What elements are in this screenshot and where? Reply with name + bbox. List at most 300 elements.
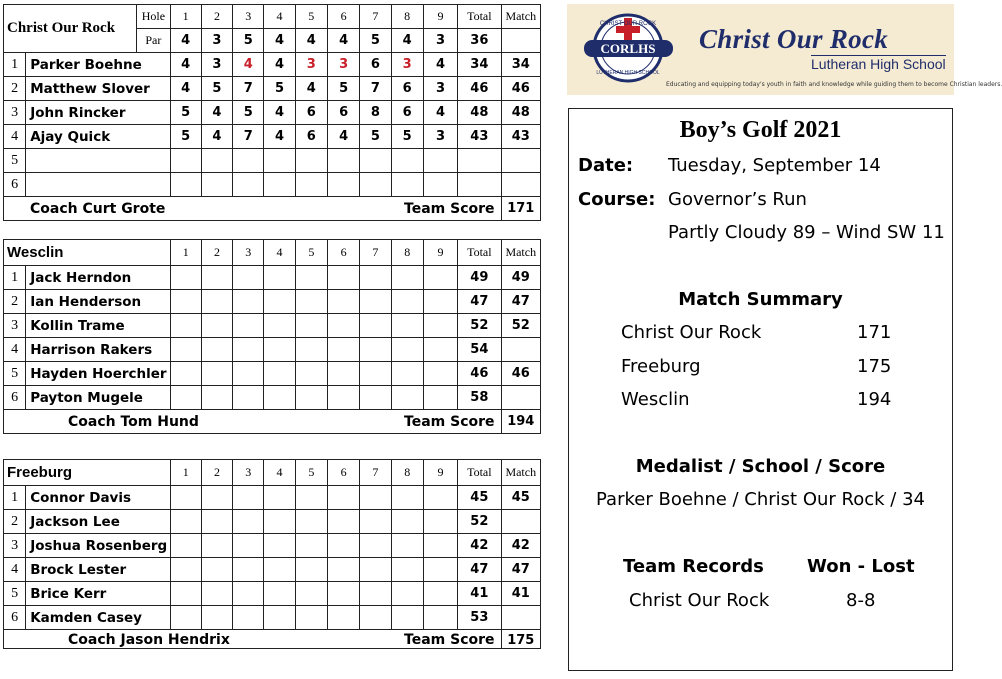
hole-score: [391, 149, 423, 173]
hole-score: 3: [201, 53, 232, 77]
hole-number: 7: [360, 5, 391, 29]
player-total: 46: [458, 77, 501, 101]
player-match: [501, 173, 540, 197]
player-row: [4, 606, 541, 630]
team-score: 194: [501, 410, 540, 434]
hole-score: [201, 362, 232, 386]
player-name: Kamden Casey: [26, 606, 170, 630]
player-match: 34: [501, 53, 540, 77]
course-value: Governor’s Run: [668, 189, 807, 210]
hole-score: [264, 510, 295, 534]
player-total: 41: [458, 582, 501, 606]
hole-score: [233, 338, 264, 362]
hole-number: 5: [295, 5, 327, 29]
coach-name: Coach Jason Hendrix: [68, 632, 230, 648]
team-score-label: Team Score: [404, 413, 495, 430]
par-value: 5: [360, 29, 391, 53]
player-number: 3: [4, 314, 26, 338]
hole-score: [391, 173, 423, 197]
hole-score: 6: [295, 125, 327, 149]
player-name: [26, 173, 170, 197]
player-match: [501, 149, 540, 173]
hole-score: [391, 582, 423, 606]
hole-score: [170, 606, 201, 630]
hole-score: [170, 486, 201, 510]
player-match: 46: [501, 77, 540, 101]
player-number: 3: [4, 101, 26, 125]
hole-score: [201, 386, 232, 410]
hole-score: [327, 582, 359, 606]
player-number: 6: [4, 606, 26, 630]
hole-score: [201, 558, 232, 582]
hole-score: [391, 386, 423, 410]
player-number: 1: [4, 266, 26, 290]
player-number: 4: [4, 338, 26, 362]
hole-score: [295, 362, 327, 386]
player-total: 47: [458, 558, 501, 582]
player-number: 1: [4, 486, 26, 510]
svg-text:CHRIST OUR ROCK: CHRIST OUR ROCK: [599, 21, 657, 27]
hole-score: [264, 266, 295, 290]
player-total: 58: [458, 386, 501, 410]
player-number: 6: [4, 386, 26, 410]
hole-score: [233, 486, 264, 510]
player-name: [26, 149, 170, 173]
match-summary-heading: Match Summary: [678, 289, 843, 310]
hole-score: [327, 173, 359, 197]
hole-label: Hole: [137, 5, 170, 29]
record-team: Christ Our Rock: [629, 590, 770, 611]
player-match: 49: [501, 266, 540, 290]
hole-score: 4: [423, 101, 457, 125]
coach-row: [4, 630, 502, 649]
hole-score: 6: [360, 53, 391, 77]
hole-score: 5: [201, 77, 232, 101]
hole-score: [201, 486, 232, 510]
coach-row: [4, 197, 502, 221]
player-match: 47: [501, 558, 540, 582]
player-name: Brice Kerr: [26, 582, 170, 606]
date-value: Tuesday, September 14: [668, 155, 881, 176]
par-value: 3: [201, 29, 232, 53]
hole-score: [423, 486, 457, 510]
total-header: Total: [458, 5, 501, 29]
player-row: [4, 558, 541, 582]
player-name: Hayden Hoerchler: [26, 362, 170, 386]
player-number: 2: [4, 290, 26, 314]
player-total: 54: [458, 338, 501, 362]
hole-score: 5: [327, 77, 359, 101]
hole-score: [233, 266, 264, 290]
hole-score: [327, 338, 359, 362]
coach-name: Coach Tom Hund: [68, 413, 199, 430]
player-number: 4: [4, 125, 26, 149]
player-number: 6: [4, 173, 26, 197]
hole-score: 3: [327, 53, 359, 77]
player-name: Parker Boehne: [26, 53, 170, 77]
hole-score: 4: [170, 53, 201, 77]
player-total: 34: [458, 53, 501, 77]
hole-score: [391, 314, 423, 338]
hole-score: [360, 362, 391, 386]
hole-score: 3: [423, 77, 457, 101]
hole-number: 3: [233, 460, 264, 486]
team-score-label: Team Score: [404, 200, 495, 217]
player-row: [4, 582, 541, 606]
player-match: 48: [501, 101, 540, 125]
player-row: [4, 125, 541, 149]
hole-number: 3: [233, 5, 264, 29]
hole-score: [423, 510, 457, 534]
hole-number: 4: [264, 240, 295, 266]
hole-score: [327, 386, 359, 410]
hole-score: [360, 510, 391, 534]
hole-number: 2: [201, 5, 232, 29]
player-total: [458, 149, 501, 173]
player-match: 42: [501, 534, 540, 558]
player-match: [501, 386, 540, 410]
hole-score: [327, 314, 359, 338]
hole-number: 4: [264, 5, 295, 29]
hole-score: [264, 338, 295, 362]
team-name: Freeburg: [4, 460, 171, 486]
player-total: 53: [458, 606, 501, 630]
hole-score: [201, 290, 232, 314]
hole-score: [170, 558, 201, 582]
player-row: [4, 77, 541, 101]
hole-number: 7: [360, 240, 391, 266]
hole-score: [233, 290, 264, 314]
hole-score: [233, 173, 264, 197]
hole-score: [264, 314, 295, 338]
hole-score: 5: [233, 101, 264, 125]
school-seal-logo: [581, 12, 676, 84]
par-value: 4: [391, 29, 423, 53]
hole-number: 9: [423, 240, 457, 266]
scorecard-christ-our-rock: [3, 4, 541, 221]
hole-score: 6: [295, 101, 327, 125]
player-total: 45: [458, 486, 501, 510]
hole-score: 4: [264, 53, 295, 77]
hole-score: [423, 173, 457, 197]
hole-score: 4: [327, 125, 359, 149]
hole-score: [327, 362, 359, 386]
match-header: Match: [501, 460, 540, 486]
hole-score: [423, 362, 457, 386]
coach-name: Coach Curt Grote: [30, 200, 166, 217]
hole-score: [360, 534, 391, 558]
total-header: Total: [458, 460, 501, 486]
hole-score: [295, 314, 327, 338]
hole-score: [423, 582, 457, 606]
hole-score: [360, 386, 391, 410]
team-score: 175: [501, 630, 540, 649]
hole-score: [423, 606, 457, 630]
hole-score: 5: [360, 125, 391, 149]
hole-score: [423, 290, 457, 314]
player-number: 3: [4, 534, 26, 558]
player-total: 46: [458, 362, 501, 386]
hole-score: [170, 534, 201, 558]
hole-score: 3: [295, 53, 327, 77]
hole-score: [391, 534, 423, 558]
player-name: Harrison Rakers: [26, 338, 170, 362]
hole-score: [327, 266, 359, 290]
scorecard-freeburg: [3, 459, 541, 649]
hole-score: 8: [360, 101, 391, 125]
player-match: 52: [501, 314, 540, 338]
player-match: [501, 510, 540, 534]
hole-number: 4: [264, 460, 295, 486]
hole-score: [295, 386, 327, 410]
hole-score: [391, 290, 423, 314]
player-row: [4, 149, 541, 173]
hole-score: [201, 149, 232, 173]
player-total: 49: [458, 266, 501, 290]
hole-score: [264, 173, 295, 197]
par-value: 3: [423, 29, 457, 53]
hole-score: [233, 386, 264, 410]
hole-score: [264, 582, 295, 606]
hole-score: [201, 606, 232, 630]
hole-number: 8: [391, 460, 423, 486]
hole-score: [327, 510, 359, 534]
hole-score: [170, 266, 201, 290]
player-total: 47: [458, 290, 501, 314]
player-name: Jackson Lee: [26, 510, 170, 534]
team-score: 171: [501, 197, 540, 221]
hole-score: [360, 606, 391, 630]
player-name: Ajay Quick: [26, 125, 170, 149]
hole-score: [423, 266, 457, 290]
hole-score: [201, 173, 232, 197]
hole-score: [360, 290, 391, 314]
total-header: Total: [458, 240, 501, 266]
hole-score: 4: [201, 101, 232, 125]
course-label: Course:: [578, 189, 656, 210]
hole-score: 4: [233, 53, 264, 77]
hole-score: 7: [233, 125, 264, 149]
player-name: Payton Mugele: [26, 386, 170, 410]
school-name: Christ Our Rock: [699, 24, 889, 54]
hole-score: [295, 606, 327, 630]
player-row: [4, 266, 541, 290]
hole-score: [233, 558, 264, 582]
hole-score: 5: [170, 101, 201, 125]
summary-score: 171: [857, 322, 892, 343]
player-row: [4, 510, 541, 534]
player-total: 52: [458, 510, 501, 534]
hole-score: [201, 314, 232, 338]
player-name: Matthew Slover: [26, 77, 170, 101]
hole-score: [170, 362, 201, 386]
player-match: 47: [501, 290, 540, 314]
team-name: Wesclin: [4, 240, 171, 266]
hole-score: [327, 486, 359, 510]
hole-score: [170, 290, 201, 314]
hole-score: [201, 582, 232, 606]
player-total: 52: [458, 314, 501, 338]
hole-score: [391, 362, 423, 386]
par-value: 4: [295, 29, 327, 53]
hole-score: [201, 266, 232, 290]
hole-score: 5: [391, 125, 423, 149]
hole-score: [201, 338, 232, 362]
hole-score: [391, 266, 423, 290]
player-number: 5: [4, 149, 26, 173]
hole-score: [264, 290, 295, 314]
hole-score: [264, 386, 295, 410]
hole-score: [295, 510, 327, 534]
player-match: 41: [501, 582, 540, 606]
hole-score: [423, 534, 457, 558]
player-row: [4, 386, 541, 410]
team-score-label: Team Score: [404, 632, 495, 648]
hole-number: 8: [391, 240, 423, 266]
hole-score: 6: [391, 77, 423, 101]
hole-score: [327, 290, 359, 314]
hole-score: [391, 558, 423, 582]
hole-score: [170, 510, 201, 534]
player-row: [4, 173, 541, 197]
hole-score: [264, 558, 295, 582]
hole-score: [233, 582, 264, 606]
hole-score: [295, 266, 327, 290]
hole-score: [170, 149, 201, 173]
player-row: [4, 290, 541, 314]
player-row: [4, 534, 541, 558]
player-row: [4, 338, 541, 362]
player-name: Joshua Rosenberg: [26, 534, 170, 558]
hole-score: [264, 486, 295, 510]
medalist-heading: Medalist / School / Score: [635, 456, 886, 477]
hole-score: [295, 173, 327, 197]
player-row: [4, 101, 541, 125]
hole-score: 6: [327, 101, 359, 125]
hole-score: [391, 338, 423, 362]
hole-number: 3: [233, 240, 264, 266]
hole-score: [360, 314, 391, 338]
hole-score: 5: [170, 125, 201, 149]
hole-number: 1: [170, 5, 201, 29]
hole-score: 4: [201, 125, 232, 149]
player-name: Kollin Trame: [26, 314, 170, 338]
par-value: 5: [233, 29, 264, 53]
date-label: Date:: [578, 155, 634, 176]
record-value: 8-8: [846, 590, 876, 611]
player-name: John Rincker: [26, 101, 170, 125]
team-records-heading: Team Records: [623, 556, 764, 577]
player-match: [501, 338, 540, 362]
empty-cell: [501, 29, 540, 53]
hole-score: [233, 534, 264, 558]
player-name: Ian Henderson: [26, 290, 170, 314]
hole-score: [295, 486, 327, 510]
hole-score: [327, 558, 359, 582]
hole-score: [170, 386, 201, 410]
par-value: 4: [327, 29, 359, 53]
svg-text:LUTHERAN HIGH SCHOOL: LUTHERAN HIGH SCHOOL: [596, 70, 660, 76]
weather-value: Partly Cloudy 89 – Wind SW 11: [668, 222, 945, 243]
player-number: 2: [4, 510, 26, 534]
won-lost-heading: Won - Lost: [807, 556, 915, 577]
hole-score: [264, 149, 295, 173]
hole-score: [327, 606, 359, 630]
hole-score: 6: [391, 101, 423, 125]
player-number: 5: [4, 582, 26, 606]
hole-score: [233, 510, 264, 534]
player-total: 43: [458, 125, 501, 149]
hole-number: 6: [327, 240, 359, 266]
hole-score: [391, 510, 423, 534]
par-total: 36: [458, 29, 501, 53]
player-number: 1: [4, 53, 26, 77]
player-match: 46: [501, 362, 540, 386]
summary-team: Wesclin: [621, 389, 690, 410]
hole-score: 5: [264, 77, 295, 101]
player-name: Brock Lester: [26, 558, 170, 582]
hole-score: [170, 338, 201, 362]
hole-score: [423, 386, 457, 410]
player-total: [458, 173, 501, 197]
match-header: Match: [501, 240, 540, 266]
hole-number: 9: [423, 460, 457, 486]
hole-score: [170, 173, 201, 197]
hole-score: [233, 606, 264, 630]
player-total: 42: [458, 534, 501, 558]
hole-score: 3: [391, 53, 423, 77]
hole-score: [170, 314, 201, 338]
hole-score: [295, 290, 327, 314]
hole-score: [360, 558, 391, 582]
hole-score: [360, 338, 391, 362]
hole-number: 9: [423, 5, 457, 29]
summary-score: 175: [857, 356, 892, 377]
match-info-panel: [568, 108, 953, 671]
hole-score: [391, 486, 423, 510]
hole-score: [295, 582, 327, 606]
hole-score: [233, 149, 264, 173]
player-match: 45: [501, 486, 540, 510]
hole-score: [360, 149, 391, 173]
hole-score: [423, 558, 457, 582]
hole-score: [233, 362, 264, 386]
coach-row: [4, 410, 502, 434]
player-name: Jack Herndon: [26, 266, 170, 290]
medalist-value: Parker Boehne / Christ Our Rock / 34: [596, 489, 925, 510]
hole-score: [360, 173, 391, 197]
player-name: Connor Davis: [26, 486, 170, 510]
player-number: 2: [4, 77, 26, 101]
player-match: [501, 606, 540, 630]
hole-score: [264, 606, 295, 630]
player-number: 4: [4, 558, 26, 582]
hole-score: 3: [423, 125, 457, 149]
hole-number: 8: [391, 5, 423, 29]
player-match: 43: [501, 125, 540, 149]
hole-score: [295, 534, 327, 558]
hole-score: [295, 149, 327, 173]
summary-team: Christ Our Rock: [621, 322, 762, 343]
player-row: [4, 314, 541, 338]
svg-text:CORLHS: CORLHS: [600, 41, 656, 56]
hole-score: 4: [170, 77, 201, 101]
hole-score: [201, 510, 232, 534]
hole-score: [423, 338, 457, 362]
hole-number: 5: [295, 460, 327, 486]
par-value: 4: [170, 29, 201, 53]
hole-score: [391, 606, 423, 630]
